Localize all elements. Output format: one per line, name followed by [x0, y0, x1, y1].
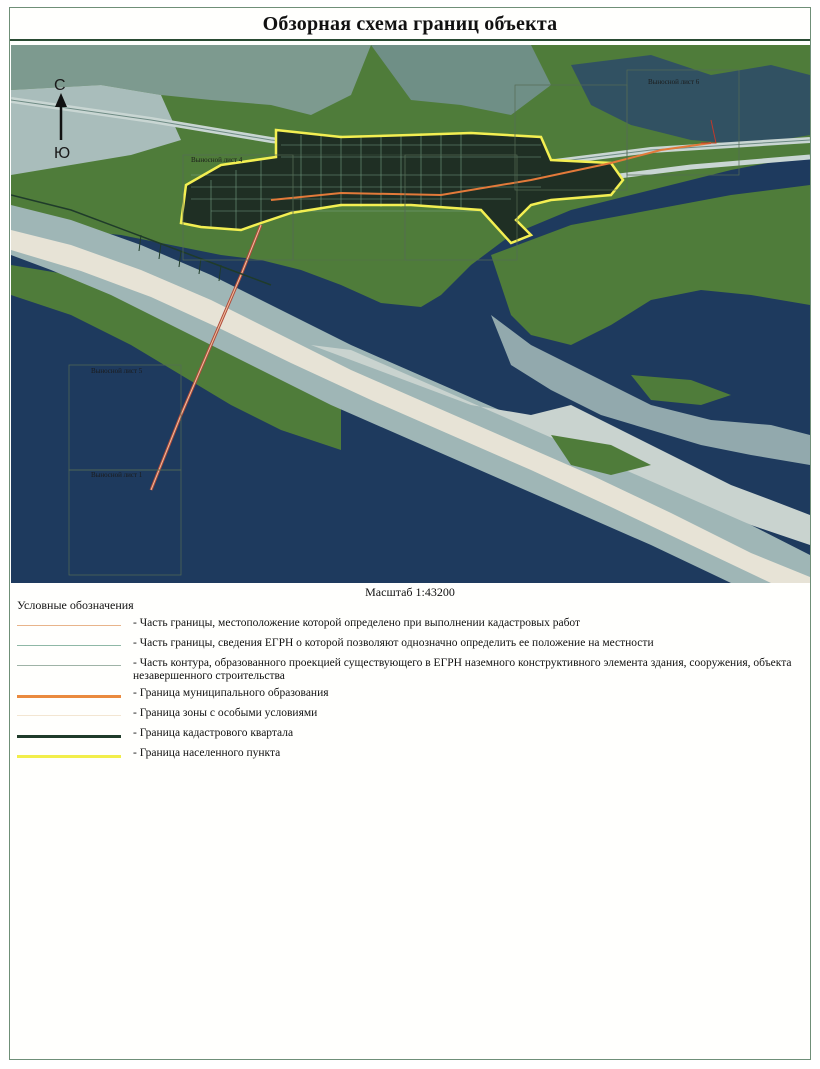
legend-swatch	[17, 665, 121, 666]
sheet-label-5: Выносной лист 5	[91, 367, 143, 375]
legend-label: - Часть границы, сведения ЕГРН о которой позволяют однозначно определить ее положение на местности	[133, 637, 654, 649]
legend-item	[17, 657, 807, 683]
page-title: Обзорная схема границ объекта	[262, 13, 558, 35]
legend-swatch	[17, 645, 121, 646]
sheet-label-6: Выносной лист 6	[648, 78, 700, 86]
sheet-frame	[9, 7, 811, 1060]
legend-swatch	[17, 695, 121, 698]
legend-item	[17, 617, 807, 633]
title-bar	[10, 8, 810, 41]
legend-item	[17, 687, 807, 703]
sheet-label-1: Выносной лист 1	[91, 471, 143, 479]
sheet-label-4: Выносной лист 4	[191, 156, 243, 164]
legend-label: - Граница зоны с особыми условиями	[133, 707, 318, 719]
legend-item	[17, 727, 807, 743]
legend-swatch	[17, 625, 121, 626]
legend	[17, 598, 807, 767]
legend-swatch	[17, 715, 121, 716]
legend-label: - Граница муниципального образования	[133, 687, 329, 699]
map-scale: Масштаб 1:43200	[365, 585, 455, 599]
map-area[interactable]	[11, 45, 810, 583]
map-canvas	[11, 45, 810, 583]
legend-label: - Часть контура, образованного проекцией существующего в ЕГРН наземного конструктивного элемента здания, сооружения, объекта незавершенного строительства	[133, 657, 792, 682]
legend-swatch	[17, 755, 121, 758]
legend-item	[17, 637, 807, 653]
compass-south-letter: Ю	[54, 145, 71, 162]
legend-swatch	[17, 735, 121, 738]
legend-label: - Граница населенного пункта	[133, 747, 281, 759]
legend-label: - Граница кадастрового квартала	[133, 727, 294, 739]
legend-item	[17, 707, 807, 723]
legend-label: - Часть границы, местоположение которой определено при выполнении кадастровых работ	[133, 617, 581, 629]
legend-title: Условные обозначения	[17, 598, 134, 612]
compass-north-letter: С	[54, 77, 66, 94]
legend-item	[17, 747, 807, 763]
